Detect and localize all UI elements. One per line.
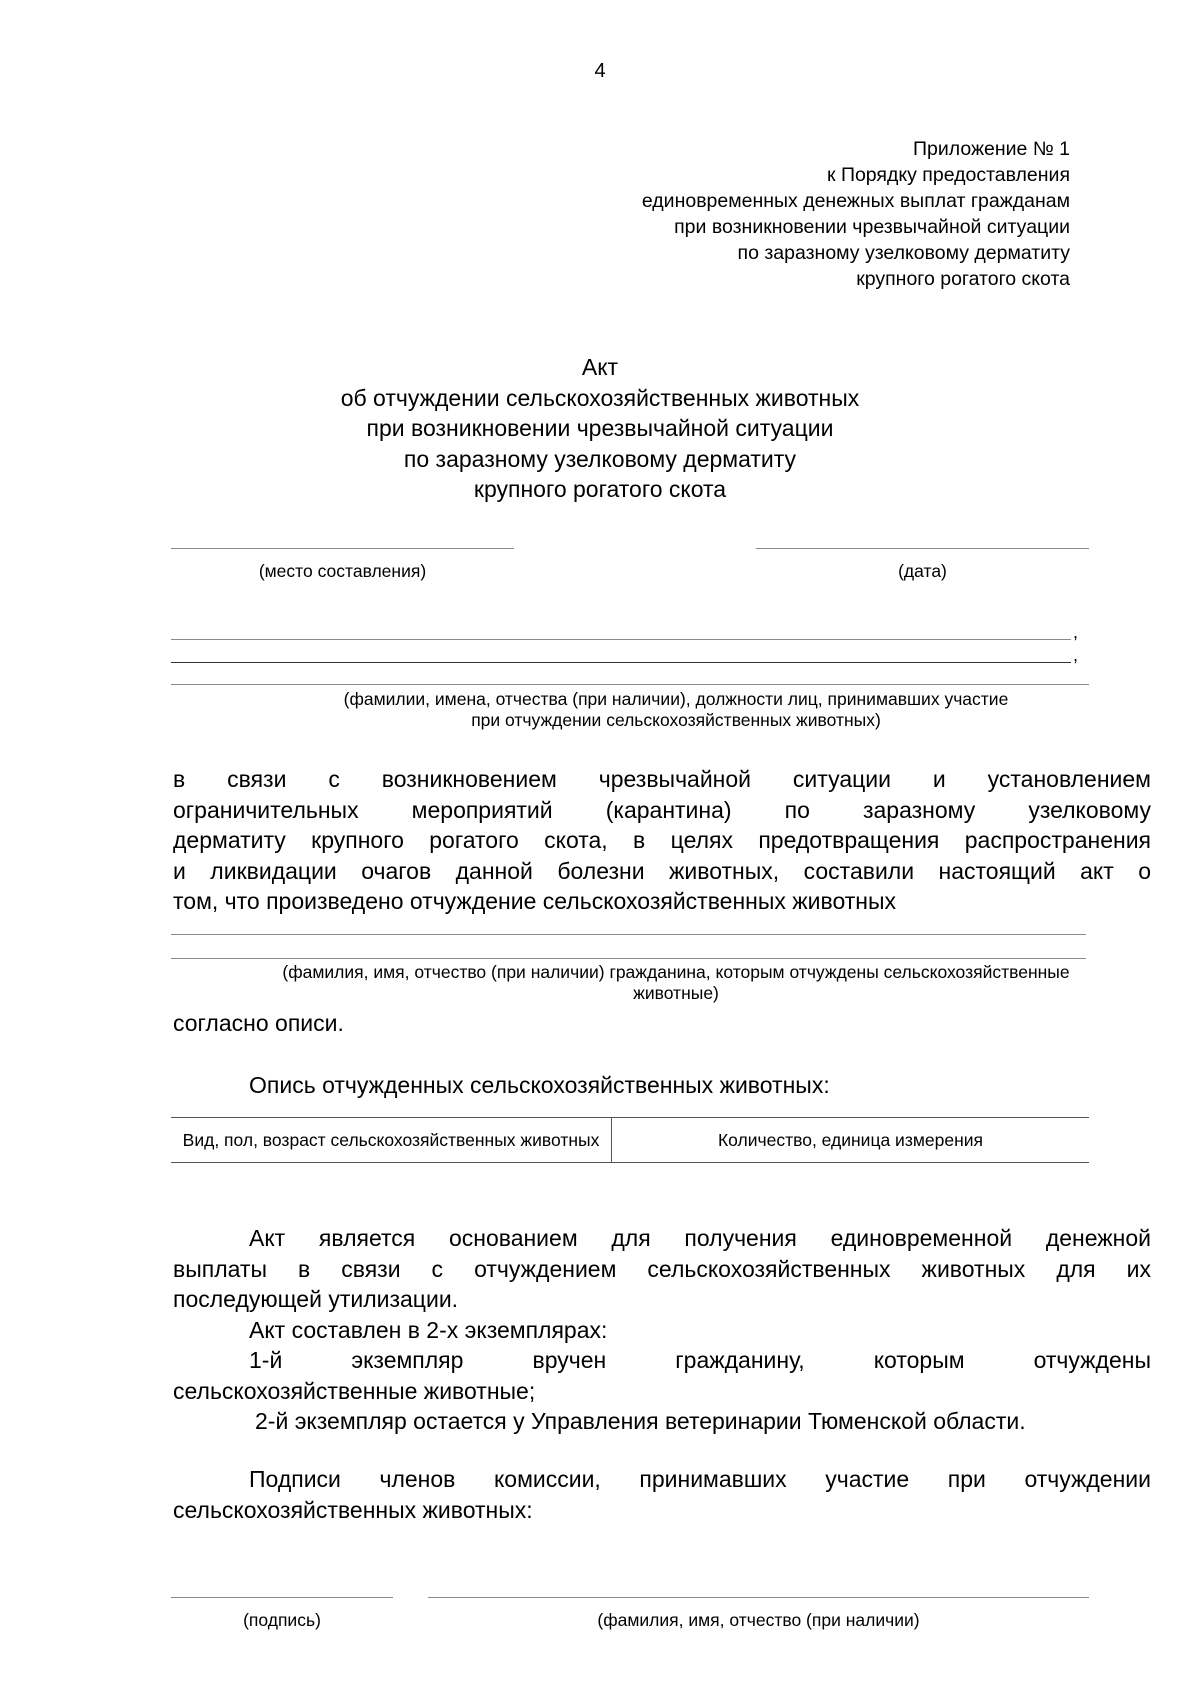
appendix-header: [642, 136, 1070, 292]
appendix-line: по заразному узелковому дерматиту: [737, 242, 1070, 264]
appendix-line: при возникновении чрезвычайной ситуации: [674, 216, 1070, 238]
paragraph-line: том, что произведено отчуждение сельскохозяйственных животных: [173, 888, 897, 914]
table-header-row: [171, 1118, 1089, 1163]
participant-field-line[interactable]: [171, 662, 1071, 663]
name-caption: (фамилия, имя, отчество (при наличии): [597, 1610, 920, 1630]
title-line: об отчуждении сельскохозяйственных животных: [340, 384, 860, 411]
title-line: при возникновении чрезвычайной ситуации: [366, 415, 834, 441]
appendix-line: крупного рогатого скота: [856, 268, 1070, 290]
title-line: крупного рогатого скота: [473, 476, 727, 502]
place-field-line[interactable]: [171, 548, 514, 549]
paragraph-line: выплаты в связи с отчуждением сельскохозяйственных животных для их: [173, 1255, 1151, 1282]
paragraph-basis: [173, 1223, 1151, 1437]
citizen-caption: [171, 962, 1181, 1004]
caption-line: (фамилия, имя, отчество (при наличии) гражданина, которым отчуждены сельскохозяйственные: [282, 962, 1070, 982]
signature-caption: (подпись): [243, 1610, 321, 1630]
name-line[interactable]: [428, 1597, 1089, 1598]
date-field-line[interactable]: [756, 548, 1089, 549]
paragraph-line: сельскохозяйственных животных:: [173, 1496, 533, 1523]
paragraph-line: Акт является основанием для получения единовременной денежной: [249, 1225, 1151, 1251]
participant-field-line[interactable]: [171, 639, 1071, 640]
citizen-field-line[interactable]: [171, 934, 1086, 935]
appendix-line: единовременных денежных выплат гражданам: [641, 190, 1070, 212]
paragraph-alienation: [173, 764, 1151, 917]
copy1-line: 1-й экземпляр вручен гражданину, которым отчуждены: [249, 1347, 1151, 1373]
title-line: по заразному узелковому дерматиту: [403, 445, 797, 472]
page-number: 4: [594, 60, 606, 82]
date-caption: (дата): [898, 561, 947, 581]
participant-field-line[interactable]: [171, 684, 1089, 685]
paragraph-line: Подписи членов комиссии, принимавших участие при отчуждении: [249, 1466, 1151, 1492]
copy1-line: сельскохозяйственные животные;: [173, 1377, 536, 1404]
comma: ,: [1073, 622, 1079, 642]
copy2-line: 2-й экземпляр остается у Управления ветеринарии Тюменской области.: [255, 1408, 1026, 1434]
participants-caption: [171, 689, 1181, 731]
signatures-intro: [173, 1464, 1151, 1525]
document-title: [0, 352, 1200, 505]
table-header-species: Вид, пол, возраст сельскохозяйственных животных: [171, 1118, 612, 1163]
inventory-table: [171, 1117, 1089, 1163]
signature-line[interactable]: [171, 1597, 393, 1598]
caption-line: при отчуждении сельскохозяйственных животных): [471, 710, 881, 730]
caption-line: (фамилии, имена, отчества (при наличии), должности лиц, принимавших участие: [343, 689, 1009, 709]
inventory-heading: Опись отчужденных сельскохозяйственных животных:: [249, 1072, 830, 1098]
appendix-line: к Порядку предоставления: [827, 164, 1070, 186]
paragraph-line: ограничительных мероприятий (карантина) по заразному узелковому: [173, 796, 1151, 823]
copies-intro: Акт составлен в 2-х экземплярах:: [249, 1316, 608, 1343]
appendix-line: Приложение № 1: [913, 138, 1070, 160]
title-line: Акт: [581, 354, 619, 380]
paragraph-line: последующей утилизации.: [173, 1286, 459, 1312]
according-text: согласно описи.: [173, 1010, 344, 1036]
paragraph-line: в связи с возникновением чрезвычайной ситуации и установлением: [173, 766, 1151, 792]
place-caption: (место составления): [258, 561, 427, 581]
table-header-quantity: Количество, единица измерения: [612, 1118, 1090, 1163]
paragraph-line: дерматиту крупного рогатого скота, в целях предотвращения распространения: [173, 827, 1151, 853]
citizen-field-line[interactable]: [171, 958, 1086, 959]
comma: ,: [1073, 645, 1079, 665]
caption-line: животные): [633, 983, 719, 1003]
paragraph-line: и ликвидации очагов данной болезни животных, составили настоящий акт о: [173, 857, 1151, 884]
